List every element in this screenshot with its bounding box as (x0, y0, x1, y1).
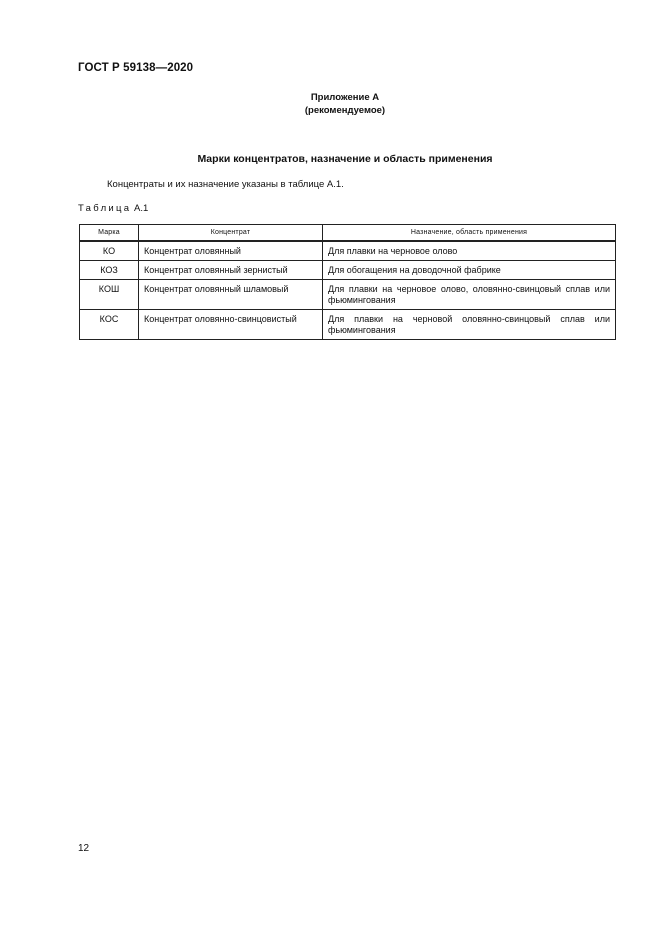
header-mark: Марка (80, 225, 139, 242)
cell-purpose: Для обогащения на доводочной фабрике (323, 261, 616, 280)
cell-concentrate: Концентрат оловянный зернистый (139, 261, 323, 280)
table-caption-number: А.1 (134, 203, 149, 214)
cell-mark: КОЗ (80, 261, 139, 280)
cell-purpose: Для плавки на черновое олово (323, 241, 616, 261)
header-concentrate: Концентрат (139, 225, 323, 242)
table-row (80, 261, 616, 280)
concentrate-table (79, 224, 616, 340)
document-code: ГОСТ Р 59138—2020 (78, 62, 194, 74)
cell-mark: КОШ (80, 280, 139, 310)
page-number: 12 (78, 843, 90, 854)
cell-purpose: Для плавки на черновой оловянно-свинцовый сплав или фьюмингования (323, 310, 616, 340)
table-caption-word: Таблица (78, 203, 132, 214)
intro-paragraph: Концентраты и их назначение указаны в таблице А.1. (107, 179, 344, 190)
cell-concentrate: Концентрат оловянный шламовый (139, 280, 323, 310)
table-caption (78, 203, 148, 214)
cell-purpose: Для плавки на черновое олово, оловянно-свинцовый сплав или фьюмингования (323, 280, 616, 310)
header-purpose: Назначение, область применения (323, 225, 616, 242)
section-title: Марки концентратов, назначение и область применения (197, 153, 493, 165)
table-row (80, 280, 616, 310)
table-header-row (80, 225, 616, 242)
cell-mark: КО (80, 241, 139, 261)
annex-title: Приложение А (310, 92, 380, 103)
annex-status: (рекомендуемое) (304, 105, 386, 116)
table-row (80, 241, 616, 261)
cell-concentrate: Концентрат оловянный (139, 241, 323, 261)
cell-concentrate: Концентрат оловянно-свинцовистый (139, 310, 323, 340)
cell-mark: КОС (80, 310, 139, 340)
table-row (80, 310, 616, 340)
annex-heading (0, 91, 661, 117)
